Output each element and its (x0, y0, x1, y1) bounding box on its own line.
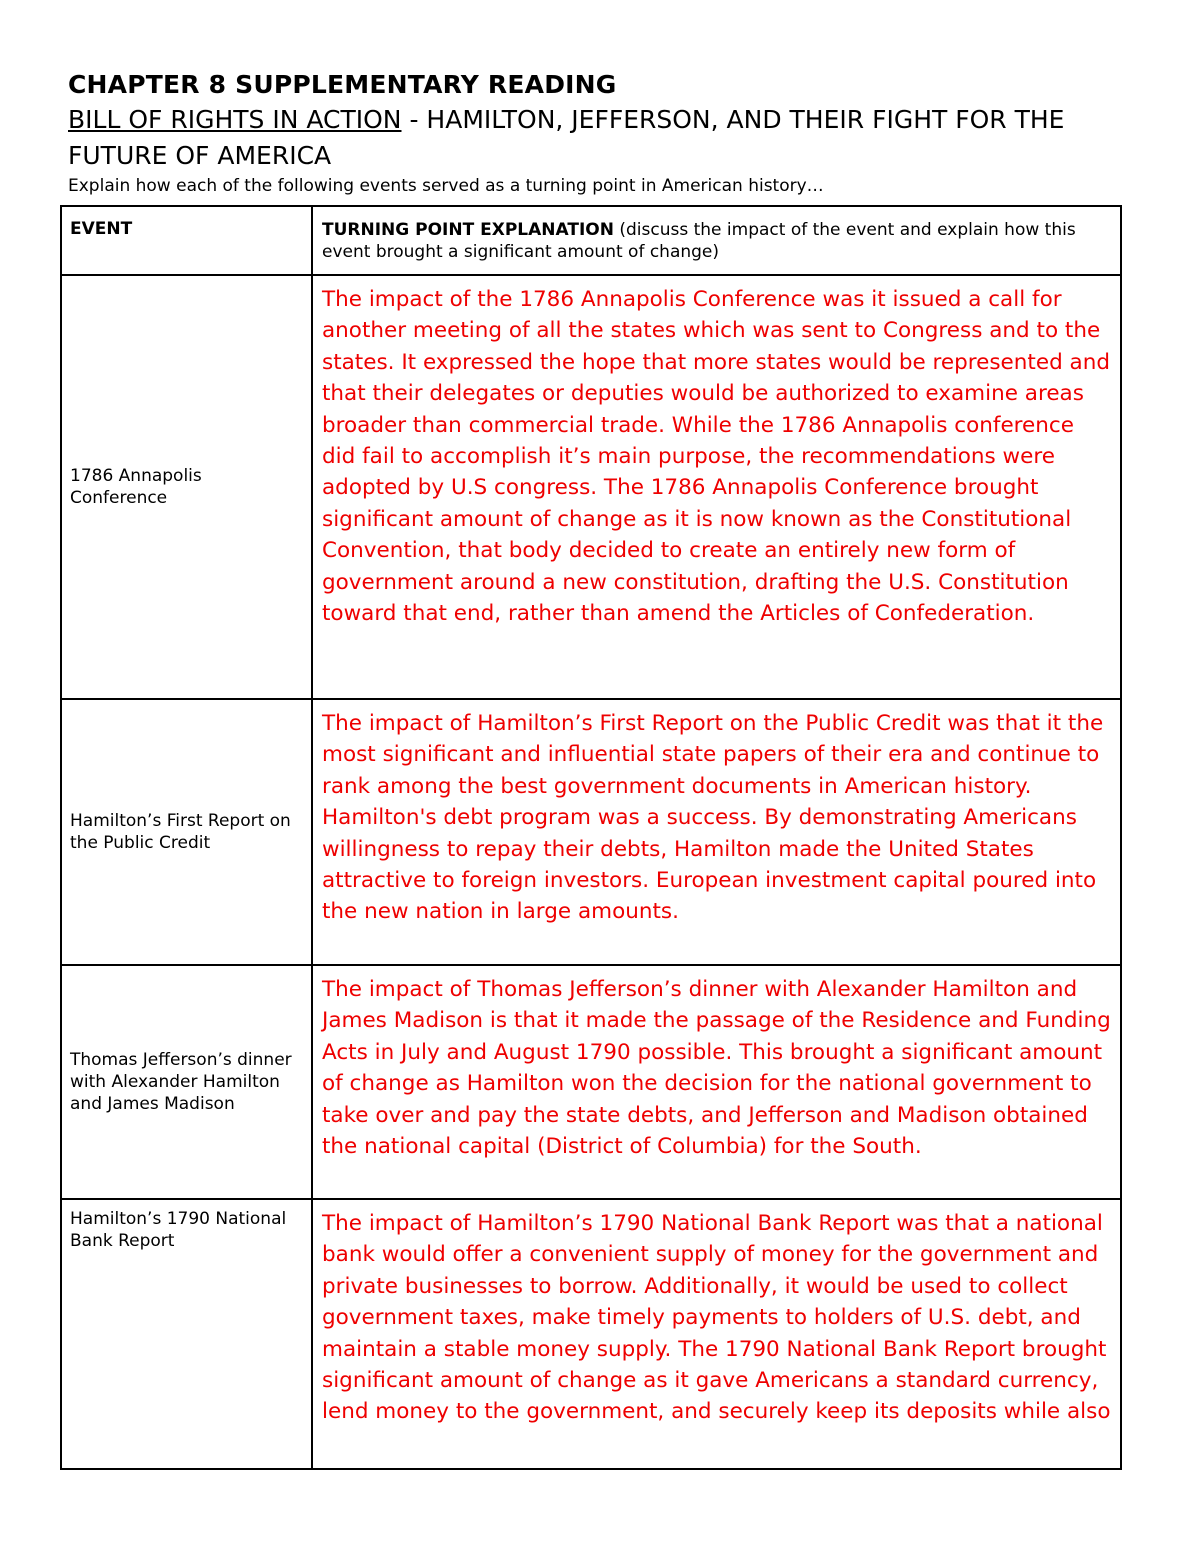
table-row (61, 699, 1121, 965)
subtitle-rest: - HAMILTON, JEFFERSON, AND THEIR FIGHT FOR THE FUTURE OF AMERICA (68, 105, 1065, 170)
explanation-cell: The impact of Hamilton’s First Report on the Public Credit was that it the most significant and influential state papers of their era and continue to rank among the best government documents in American history. Hamilton's debt program was a success. By demonstrating Americans willingness to repay their debts, Hamilton made the United States attractive to foreign investors. European investment capital poured into the new nation in large amounts. (312, 699, 1121, 965)
turning-point-table (60, 205, 1122, 1470)
explanation-header-note: (discuss the impact of the event and explain how this event brought a significant amount of change) (322, 220, 1076, 262)
event-cell: Thomas Jefferson’s dinner with Alexander Hamilton and James Madison (61, 965, 312, 1199)
document-header (68, 70, 1120, 196)
table-row (61, 1199, 1121, 1469)
page-title: CHAPTER 8 SUPPLEMENTARY READING (68, 70, 617, 99)
instruction-text: Explain how each of the following events served as a turning point in American history… (68, 176, 824, 196)
page-subtitle (68, 102, 1120, 174)
explanation-cell: The impact of Hamilton’s 1790 National Bank Report was that a national bank would offer a convenient supply of money for the government and private businesses to borrow. Additionally, it would be used to collect government taxes, make timely payments to holders of U.S. debt, and maintain a stable money supply. The 1790 National Bank Report brought significant amount of change as it gave Americans a standard currency, lend money to the government, and securely keep its deposits while also (312, 1199, 1121, 1469)
table-header-row (61, 206, 1121, 275)
explanation-cell: The impact of the 1786 Annapolis Conference was it issued a call for another meeting of all the states which was sent to Congress and to the states. It expressed the hope that more states would be represented and that their delegates or deputies would be authorized to examine areas broader than commercial trade. While the 1786 Annapolis conference did fail to accomplish it’s main purpose, the recommendations were adopted by U.S congress. The 1786 Annapolis Conference brought significant amount of change as it is now known as the Constitutional Convention, that body decided to create an entirely new form of government around a new constitution, drafting the U.S. Constitution toward that end, rather than amend the Articles of Confederation. (312, 275, 1121, 699)
event-cell: 1786 Annapolis Conference (61, 275, 312, 699)
table-row (61, 965, 1121, 1199)
event-cell: Hamilton’s First Report on the Public Credit (61, 699, 312, 965)
table-row (61, 275, 1121, 699)
explanation-header-bold: TURNING POINT EXPLANATION (322, 220, 614, 240)
event-column-header: EVENT (61, 206, 312, 275)
subtitle-underlined: BILL OF RIGHTS IN ACTION (68, 105, 402, 134)
event-cell: Hamilton’s 1790 National Bank Report (61, 1199, 312, 1469)
explanation-cell: The impact of Thomas Jefferson’s dinner with Alexander Hamilton and James Madison is that it made the passage of the Residence and Funding Acts in July and August 1790 possible. This brought a significant amount of change as Hamilton won the decision for the national government to take over and pay the state debts, and Jefferson and Madison obtained the national capital (District of Columbia) for the South. (312, 965, 1121, 1199)
explanation-column-header (312, 206, 1121, 275)
